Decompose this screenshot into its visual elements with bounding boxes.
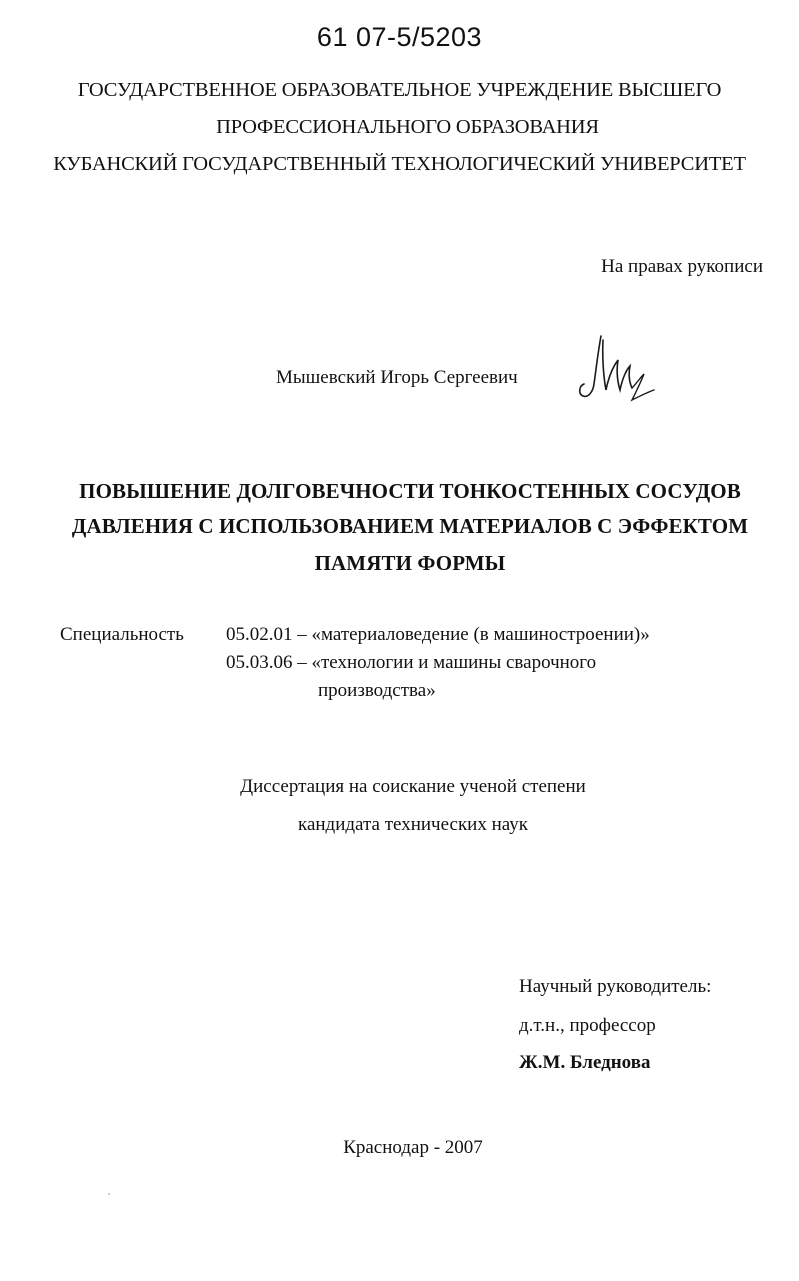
place-year: Краснодар - 2007 [343, 1137, 483, 1158]
title-line-3: ПАМЯТИ ФОРМЫ [314, 551, 506, 575]
speciality-line-3: производства» [318, 680, 436, 701]
document-number: 61 07-5/5203 [316, 22, 483, 52]
organization-line-1: ГОСУДАРСТВЕННОЕ ОБРАЗОВАТЕЛЬНОЕ УЧРЕЖДЕНИЕ ВЫСШЕГО [77, 79, 722, 101]
title-line-2: ДАВЛЕНИЯ С ИСПОЛЬЗОВАНИЕМ МАТЕРИАЛОВ С ЭФФЕКТОМ [71, 514, 749, 538]
advisor-degree: д.т.н., профессор [519, 1015, 656, 1036]
dissertation-line-2: кандидата технических наук [298, 814, 528, 835]
author-signature [574, 330, 658, 412]
speciality-label: Специальность [60, 624, 184, 645]
title-line-1: ПОВЫШЕНИЕ ДОЛГОВЕЧНОСТИ ТОНКОСТЕННЫХ СОСУДОВ [79, 479, 741, 503]
organization-line-3: КУБАНСКИЙ ГОСУДАРСТВЕННЫЙ ТЕХНОЛОГИЧЕСКИЙ УНИВЕРСИТЕТ [53, 153, 746, 175]
advisor-label: Научный руководитель: [519, 976, 712, 997]
advisor-name: Ж.М. Бледнова [519, 1052, 651, 1073]
speciality-line-2: 05.03.06 – «технологии и машины сварочного [226, 652, 597, 673]
organization-line-2: ПРОФЕССИОНАЛЬНОГО ОБРАЗОВАНИЯ [216, 116, 599, 138]
manuscript-note: На правах рукописи [601, 256, 763, 277]
speciality-line-1: 05.02.01 – «материаловедение (в машиностроении)» [226, 624, 650, 645]
scan-speck [108, 1193, 110, 1195]
author-name: Мышевский Игорь Сергеевич [276, 367, 518, 388]
dissertation-line-1: Диссертация на соискание ученой степени [240, 776, 586, 797]
